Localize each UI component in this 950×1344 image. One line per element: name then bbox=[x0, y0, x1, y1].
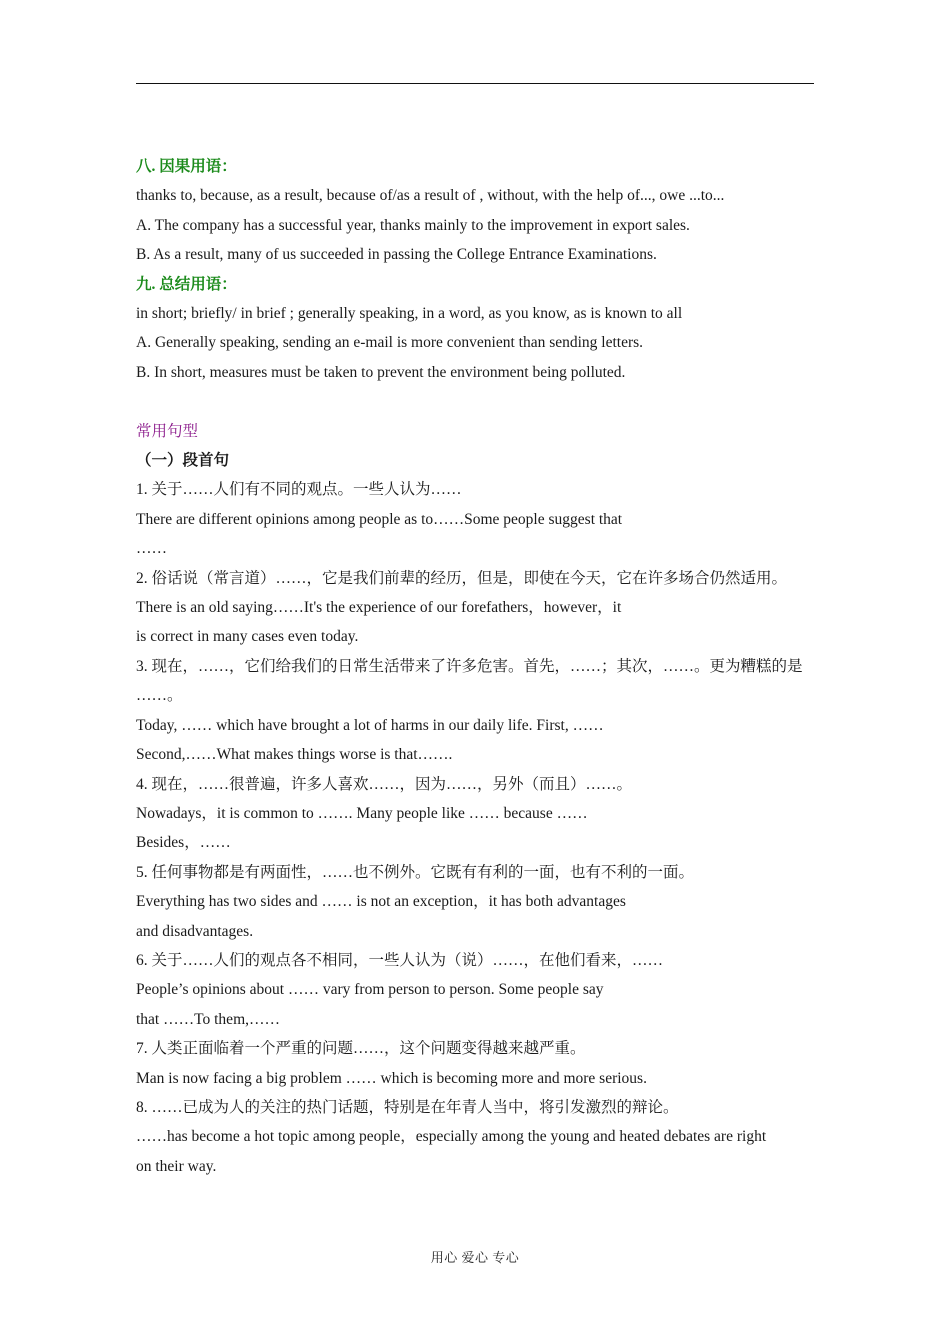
pattern-5-en-line-2: and disadvantages. bbox=[136, 922, 254, 940]
section-8-example-a: A. The company has a successful year, thanks mainly to the improvement in export sales. bbox=[136, 216, 690, 234]
pattern-5-zh: 5. 任何事物都是有两面性，……也不例外。它既有有利的一面，也有不利的一面。 bbox=[136, 863, 695, 881]
pattern-4-en-line-1: Nowadays，it is common to ……. Many people like …… because …… bbox=[136, 804, 588, 822]
pattern-3-en-line-2: Second,……What makes things worse is that……. bbox=[136, 746, 453, 764]
pattern-5-en-line-1: Everything has two sides and …… is not an exception，it has both advantages bbox=[136, 893, 626, 911]
page-footer: 用心 爱心 专心 bbox=[430, 1250, 520, 1265]
pattern-7-en-line-1: Man is now facing a big problem …… which is becoming more and more serious. bbox=[136, 1069, 647, 1087]
section-9-phrases: in short; briefly/ in brief ; generally speaking, in a word, as you know, as is known to all bbox=[136, 305, 683, 323]
pattern-6-en-line-2: that ……To them,…… bbox=[136, 1010, 280, 1028]
pattern-8-zh: 8. ……已成为人的关注的热门话题，特别是在年青人当中，将引发激烈的辩论。 bbox=[136, 1098, 679, 1116]
section-8-example-b: B. As a result, many of us succeeded in passing the College Entrance Examinations. bbox=[136, 246, 657, 264]
pattern-7-zh: 7. 人类正面临着一个严重的问题……，这个问题变得越来越严重。 bbox=[136, 1040, 586, 1058]
section-8-heading: 八. 因果用语： bbox=[136, 158, 237, 175]
pattern-3-zh: 3. 现在，……，它们给我们的日常生活带来了许多危害。首先，……；其次，……。更为糟糕的是 bbox=[136, 657, 803, 675]
pattern-4-zh: 4. 现在，……很普遍，许多人喜欢……，因为……，另外（而且）……。 bbox=[136, 775, 633, 793]
pattern-6-zh: 6. 关于……人们的观点各不相同，一些人认为（说）……，在他们看来，…… bbox=[136, 951, 664, 969]
document-body bbox=[136, 152, 820, 1181]
pattern-8-en-line-2: on their way. bbox=[136, 1157, 217, 1175]
section-9-example-a: A. Generally speaking, sending an e-mail is more convenient than sending letters. bbox=[136, 334, 644, 352]
section-9-heading: 九. 总结用语： bbox=[136, 275, 237, 293]
pattern-2-en-line-2: is correct in many cases even today. bbox=[136, 628, 359, 646]
header-rule bbox=[136, 83, 814, 84]
pattern-6-en-line-1: People’s opinions about …… vary from person to person. Some people say bbox=[136, 981, 604, 999]
patterns-title: 常用句型 bbox=[136, 422, 199, 440]
section-9-example-b: B. In short, measures must be taken to prevent the environment being polluted. bbox=[136, 363, 626, 381]
pattern-8-en-line-1: ……has become a hot topic among people，especially among the young and heated debates are right bbox=[136, 1128, 767, 1146]
pattern-3-zh-continued: ……。 bbox=[136, 687, 183, 705]
spacer bbox=[136, 387, 820, 416]
pattern-2-en-line-1: There is an old saying……It's the experience of our forefathers，however，it bbox=[136, 599, 622, 617]
section-8-phrases: thanks to, because, as a result, because of/as a result of , without, with the help of..., owe ...to... bbox=[136, 187, 725, 205]
pattern-3-en-line-1: Today, …… which have brought a lot of harms in our daily life. First, …… bbox=[136, 716, 604, 734]
patterns-subtitle: （一）段首句 bbox=[136, 452, 230, 470]
pattern-4-en-line-2: Besides，…… bbox=[136, 834, 231, 852]
pattern-1-en-line-2: …… bbox=[136, 540, 167, 558]
pattern-1-zh: 1. 关于……人们有不同的观点。一些人认为…… bbox=[136, 481, 462, 499]
pattern-1-en-line-1: There are different opinions among people as to……Some people suggest that bbox=[136, 510, 623, 528]
pattern-2-zh: 2. 俗话说（常言道）……，它是我们前辈的经历，但是，即使在今天，它在许多场合仍然适用。 bbox=[136, 569, 788, 587]
